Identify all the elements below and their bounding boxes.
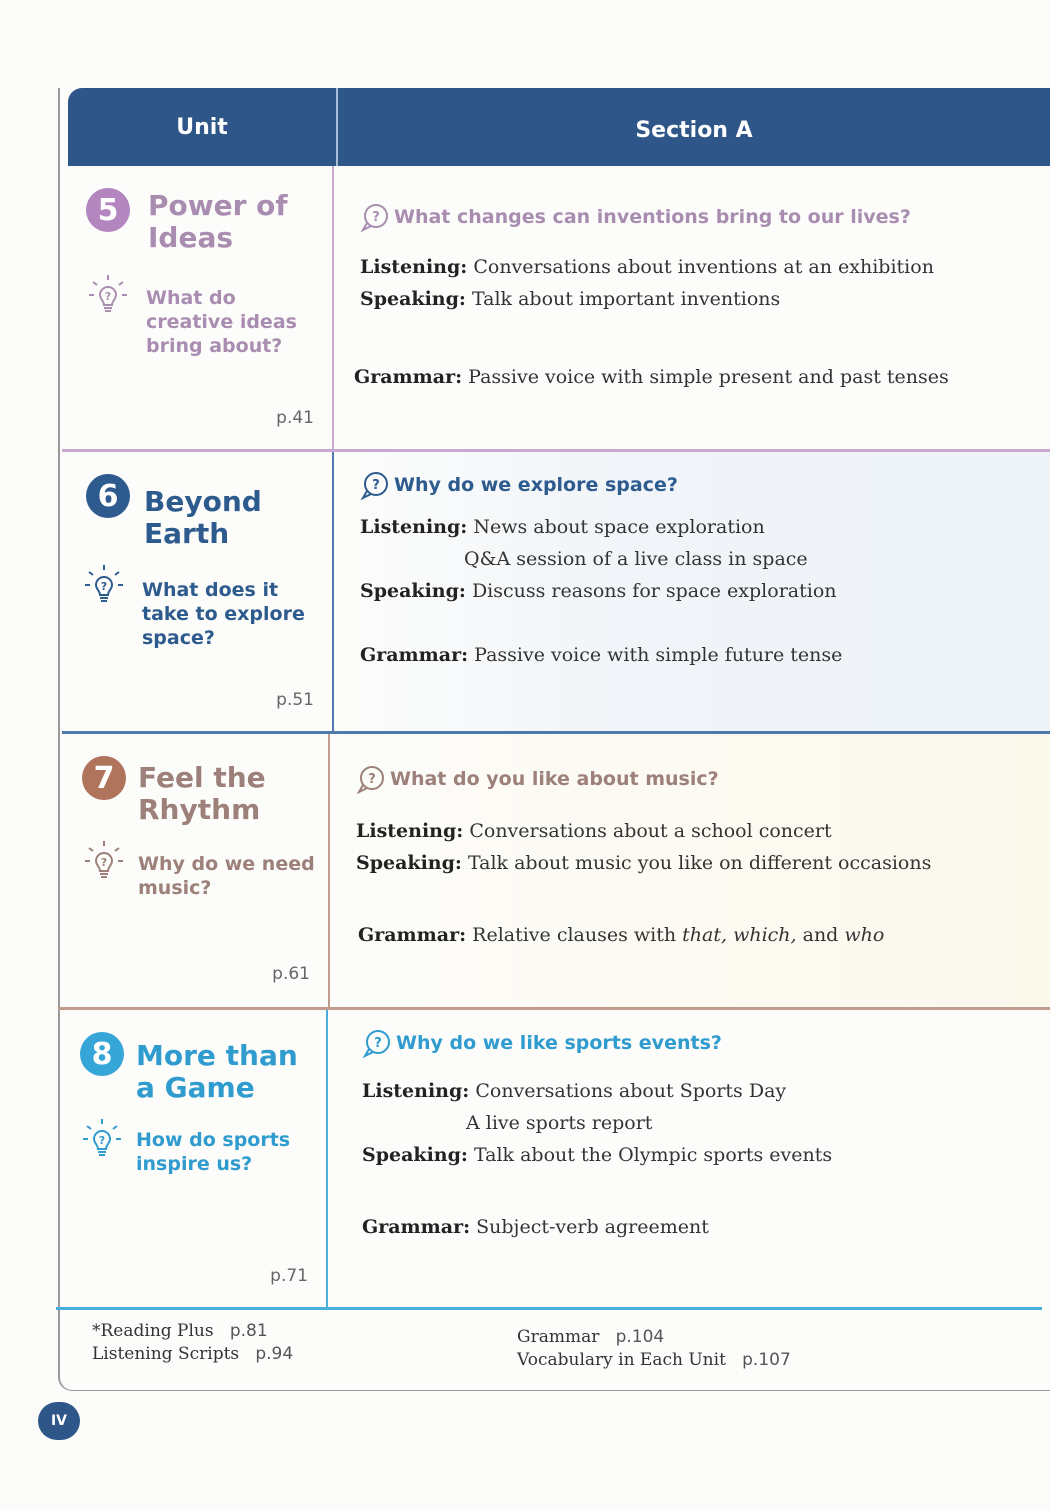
unit-title: Feel the Rhythm bbox=[138, 761, 266, 826]
appendix-label: *Reading Plus bbox=[92, 1321, 214, 1341]
grammar-text-mid: and bbox=[796, 924, 845, 946]
lightbulb-question-icon bbox=[82, 1118, 122, 1162]
table-header bbox=[68, 88, 1050, 166]
unit-number-badge: 8 bbox=[80, 1032, 124, 1076]
unit-cell bbox=[58, 734, 328, 1010]
big-question-text: What changes can inventions bring to our lives? bbox=[394, 206, 911, 228]
listening-line-2: Q&A session of a live class in space bbox=[464, 548, 808, 570]
svg-text:?: ? bbox=[100, 856, 108, 869]
appendix-item-vocabulary[interactable] bbox=[517, 1349, 791, 1372]
svg-text:?: ? bbox=[372, 210, 380, 225]
unit-cell bbox=[56, 1010, 326, 1310]
listening-label: Listening: bbox=[362, 1080, 470, 1102]
speaking-label: Speaking: bbox=[356, 852, 462, 874]
grammar-label: Grammar: bbox=[362, 1216, 471, 1238]
section-a-cell bbox=[334, 452, 1050, 734]
grammar-text: Passive voice with simple future tense bbox=[474, 644, 843, 666]
unit-cell bbox=[62, 452, 332, 734]
big-question bbox=[356, 764, 719, 794]
appendix-label: Listening Scripts bbox=[92, 1344, 240, 1364]
section-a-cell bbox=[330, 734, 1050, 1010]
unit-question: What do creative ideas bring about? bbox=[146, 287, 297, 357]
big-question bbox=[360, 202, 911, 232]
speaking-line bbox=[362, 1144, 832, 1166]
grammar-label: Grammar: bbox=[360, 644, 469, 666]
page-number-badge: IV bbox=[38, 1402, 80, 1440]
appendix-page: p.107 bbox=[742, 1350, 791, 1370]
unit-number-badge: 5 bbox=[86, 188, 130, 232]
svg-text:?: ? bbox=[98, 1134, 106, 1147]
question-bubble-icon bbox=[356, 764, 386, 794]
unit-number-badge: 6 bbox=[86, 474, 130, 518]
page-ref: p.61 bbox=[272, 964, 310, 984]
unit-question: How do sports inspire us? bbox=[136, 1129, 291, 1175]
appendix-item-listening-scripts[interactable] bbox=[92, 1343, 293, 1366]
unit-question: Why do we need music? bbox=[138, 853, 315, 899]
page-ref: p.51 bbox=[276, 690, 314, 710]
header-section-a: Section A bbox=[635, 117, 753, 143]
listening-text: Conversations about Sports Day bbox=[475, 1080, 787, 1102]
appendix-col-right bbox=[517, 1326, 791, 1372]
listening-line bbox=[360, 256, 934, 278]
speaking-label: Speaking: bbox=[362, 1144, 468, 1166]
appendix-page: p.81 bbox=[229, 1321, 268, 1341]
grammar-line bbox=[358, 924, 884, 946]
listening-text: News about space exploration bbox=[473, 516, 765, 538]
big-question-text: Why do we explore space? bbox=[394, 474, 678, 496]
big-question bbox=[360, 470, 678, 500]
lightbulb-question-icon bbox=[84, 840, 124, 884]
unit-title: More than a Game bbox=[136, 1039, 298, 1104]
header-unit: Unit bbox=[68, 88, 338, 166]
listening-line bbox=[356, 820, 832, 842]
svg-text:?: ? bbox=[100, 580, 108, 593]
grammar-line bbox=[362, 1216, 709, 1238]
appendix-page: p.94 bbox=[255, 1344, 294, 1364]
appendix-label: Grammar bbox=[517, 1327, 600, 1347]
listening-label: Listening: bbox=[360, 256, 468, 278]
speaking-line bbox=[356, 852, 931, 874]
question-bubble-icon bbox=[360, 202, 390, 232]
appendix-item-reading-plus[interactable] bbox=[92, 1320, 293, 1343]
page-ref: p.41 bbox=[276, 408, 314, 428]
big-question-text: What do you like about music? bbox=[390, 768, 719, 790]
listening-line bbox=[362, 1080, 786, 1102]
appendix-page: p.104 bbox=[615, 1327, 665, 1347]
grammar-italic-2: who bbox=[844, 924, 885, 946]
big-question-text: Why do we like sports events? bbox=[396, 1032, 722, 1054]
unit-row-5 bbox=[62, 166, 1050, 452]
listening-text: Conversations about a school concert bbox=[469, 820, 832, 842]
grammar-label: Grammar: bbox=[358, 924, 467, 946]
big-question bbox=[362, 1028, 722, 1058]
svg-text:?: ? bbox=[372, 478, 380, 493]
listening-label: Listening: bbox=[360, 516, 468, 538]
grammar-italic: that, which, bbox=[682, 924, 797, 946]
section-a-cell bbox=[328, 1010, 1042, 1310]
grammar-line bbox=[360, 644, 842, 666]
grammar-line bbox=[354, 366, 949, 388]
svg-text:?: ? bbox=[368, 772, 376, 787]
listening-text: Conversations about inventions at an exhibition bbox=[473, 256, 934, 278]
speaking-label: Speaking: bbox=[360, 580, 466, 602]
question-bubble-icon bbox=[360, 470, 390, 500]
speaking-text: Talk about music you like on different occasions bbox=[467, 852, 932, 874]
speaking-text: Discuss reasons for space exploration bbox=[471, 580, 837, 602]
page-ref: p.71 bbox=[270, 1266, 308, 1286]
unit-row-8 bbox=[56, 1010, 1042, 1310]
listening-line-2: A live sports report bbox=[466, 1112, 653, 1134]
unit-title: Beyond Earth bbox=[144, 485, 262, 550]
appendix-item-grammar[interactable] bbox=[517, 1326, 791, 1349]
speaking-text: Talk about important inventions bbox=[471, 288, 781, 310]
unit-row-6 bbox=[62, 452, 1050, 734]
grammar-text: Passive voice with simple present and past tenses bbox=[468, 366, 949, 388]
section-a-cell bbox=[334, 166, 1050, 452]
unit-number-badge: 7 bbox=[82, 756, 126, 800]
unit-question: What does it take to explore space? bbox=[142, 579, 305, 649]
appendix-col-left bbox=[92, 1320, 293, 1366]
speaking-line bbox=[360, 288, 780, 310]
grammar-text-prefix: Relative clauses with bbox=[472, 924, 683, 946]
unit-title: Power of Ideas bbox=[148, 189, 288, 254]
lightbulb-question-icon bbox=[84, 564, 124, 608]
question-bubble-icon bbox=[362, 1028, 392, 1058]
svg-text:?: ? bbox=[104, 290, 112, 303]
listening-label: Listening: bbox=[356, 820, 464, 842]
speaking-text: Talk about the Olympic sports events bbox=[473, 1144, 833, 1166]
appendix-label: Vocabulary in Each Unit bbox=[517, 1350, 726, 1370]
grammar-label: Grammar: bbox=[354, 366, 463, 388]
speaking-line bbox=[360, 580, 837, 602]
unit-row-7 bbox=[58, 734, 1050, 1010]
lightbulb-question-icon bbox=[88, 274, 128, 318]
row-divider bbox=[56, 1307, 1042, 1310]
svg-text:?: ? bbox=[374, 1036, 382, 1051]
listening-line bbox=[360, 516, 765, 538]
grammar-text: Subject-verb agreement bbox=[476, 1216, 709, 1238]
unit-cell bbox=[62, 166, 332, 452]
speaking-label: Speaking: bbox=[360, 288, 466, 310]
